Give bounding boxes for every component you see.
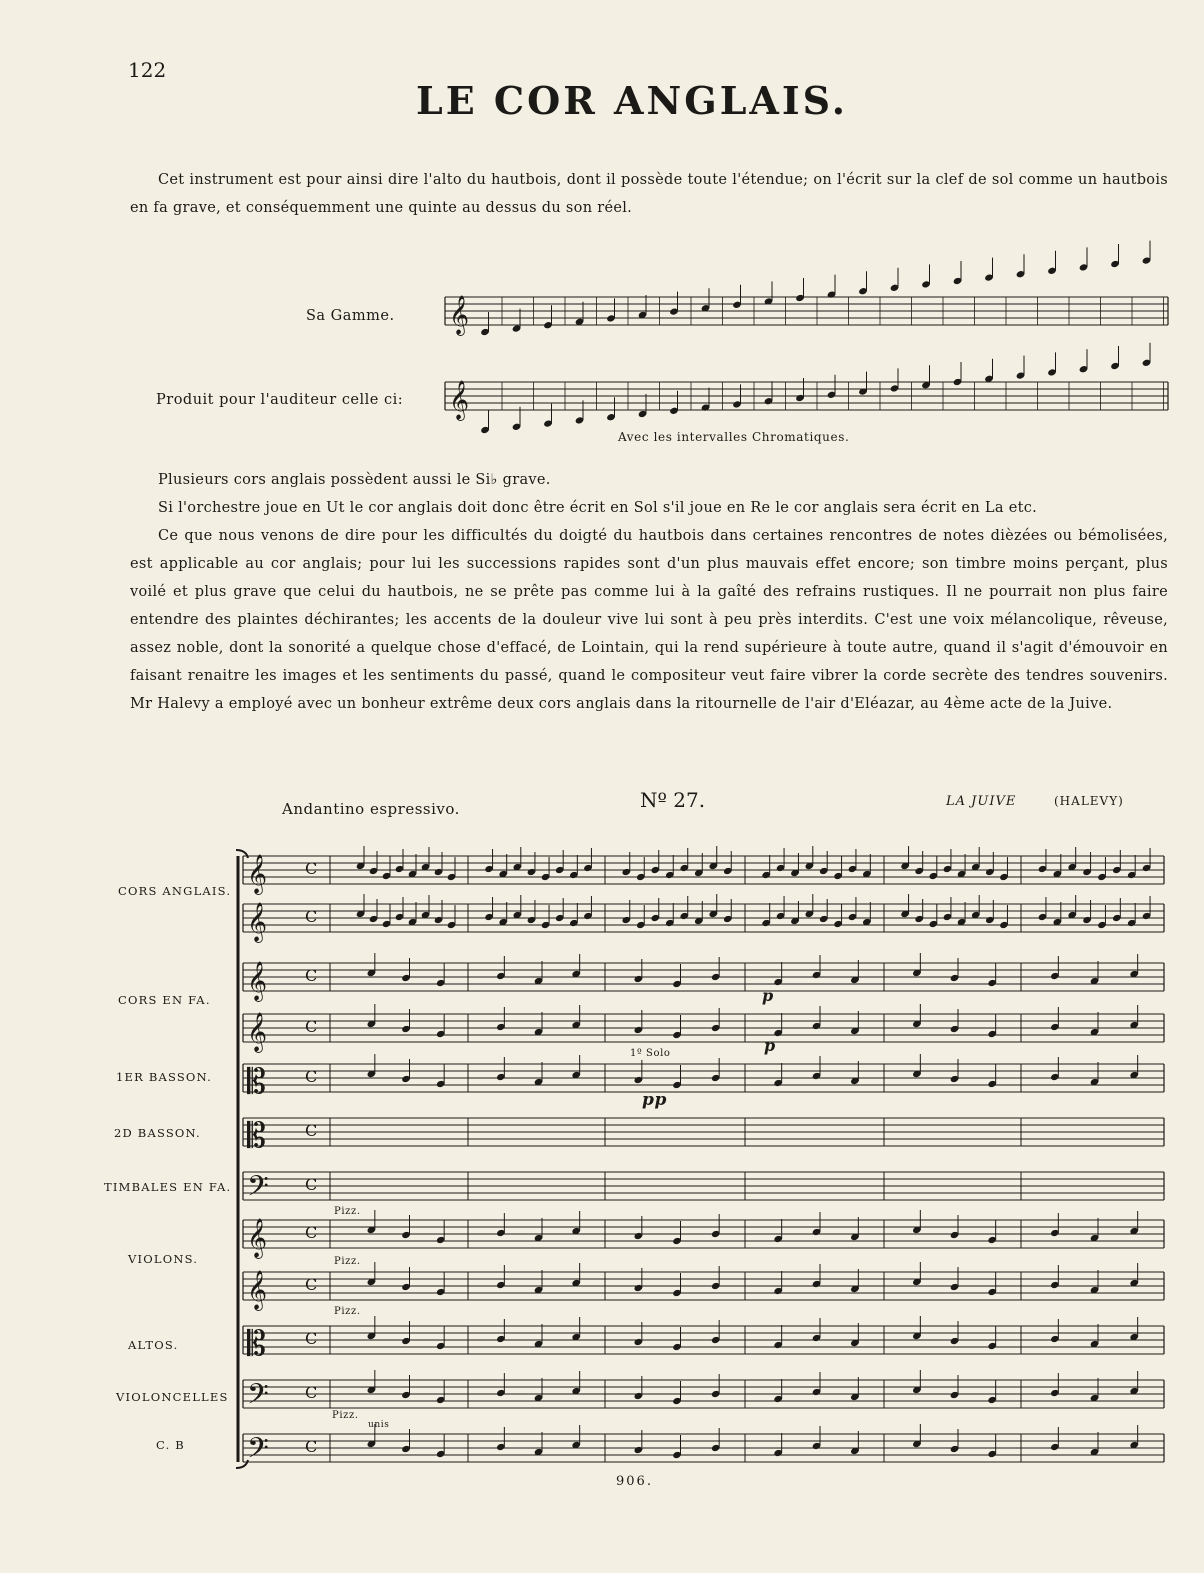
pizz-mark-4: Pizz.: [332, 1410, 359, 1421]
timbales-time-signature: C: [305, 1175, 318, 1194]
cor-anglais-1-clef: 𝄞: [247, 854, 268, 894]
cor-fa-1-clef: 𝄞: [247, 961, 268, 1001]
basson-2-time-signature: C: [305, 1121, 318, 1140]
sounding-label: Produit pour l'auditeur celle ci:: [156, 392, 404, 408]
alto-clef: 𝄡: [247, 1324, 266, 1364]
violon-2-clef: 𝄞: [247, 1270, 268, 1310]
cor-fa-2-clef: 𝄞: [247, 1012, 268, 1052]
timbales-clef: 𝄢: [247, 1170, 269, 1210]
cor-anglais-2-time-signature: C: [305, 907, 318, 926]
scale-label: Sa Gamme.: [306, 308, 395, 324]
pizz-mark-1: Pizz.: [334, 1206, 361, 1217]
staff-label-cors-fa: CORS EN FA.: [118, 993, 211, 1007]
basson-1-time-signature: C: [305, 1067, 318, 1086]
work-title: LA JUIVE: [946, 794, 1017, 809]
page-footer: 906.: [616, 1474, 653, 1489]
page-number: 122: [128, 58, 167, 82]
staff-label-cors-anglais: CORS ANGLAIS.: [118, 884, 232, 898]
pizz-mark-2: Pizz.: [334, 1256, 361, 1267]
staff-label-altos: ALTOS.: [128, 1338, 179, 1352]
cor-anglais-1-time-signature: C: [305, 859, 318, 878]
body-paragraph-2: Si l'orchestre joue en Ut le cor anglais doit donc être écrit en Sol s'il joue en Re le cor anglais sera écrit en La etc.: [158, 500, 1038, 516]
basson-1-clef: 𝄡: [247, 1062, 266, 1102]
violoncelle-clef: 𝄢: [247, 1378, 269, 1418]
alto-time-signature: C: [305, 1329, 318, 1348]
violoncelle-time-signature: C: [305, 1383, 318, 1402]
staff-label-basson-1: 1ER BASSON.: [116, 1070, 212, 1084]
unis-mark: unis: [368, 1420, 390, 1430]
sounding-treble-clef: 𝄞: [449, 380, 470, 420]
cor-anglais-2-clef: 𝄞: [247, 902, 268, 942]
p-dynamic-1: p: [762, 986, 774, 1005]
contrebasse-clef: 𝄢: [247, 1432, 269, 1472]
staff-label-timbales: TIMBALES EN FA.: [104, 1180, 232, 1194]
staff-label-violoncelles: VIOLONCELLES: [116, 1390, 229, 1404]
staff-label-violons: VIOLONS.: [128, 1252, 199, 1266]
violon-2-time-signature: C: [305, 1275, 318, 1294]
contrebasse-time-signature: C: [305, 1437, 318, 1456]
composer: (HALEVY): [1054, 794, 1124, 808]
tempo-marking: Andantino espressivo.: [282, 800, 460, 818]
basson-2-clef: 𝄡: [247, 1116, 266, 1156]
body-paragraph-3: Ce que nous venons de dire pour les difficultés du doigté du hautbois dans certaines rencontres de notes dièzées ou bémolisées, est applicable au cor anglais; pour lui les successions rapides sont d'un plus mauvais effet encore; son timbre moins perçant, plus voilé et plus grave que celui du hautbois, ne se prête pas comme lui à la gaîté des refrains rustiques. Il ne pourrait non plus faire entendre des plaintes déchirantes; les accents de la douleur vive lui sont à peu près interdits. C'est une voix mélancolique, rêveuse, assez noble, dont la sonorité a quelque chose d'effacé, de Lointain, qui la rend supérieure à toute autre, quand il s'agit d'émouvoir en faisant renaitre les images et les sentiments du passé, quand le compositeur veut faire vibrer la corde secrète des tendres souvenirs. Mr Halevy a employé avec un bonheur extrême deux cors anglais dans la ritournelle de l'air d'Eléazar, au 4ème acte de la Juive.: [130, 528, 1168, 712]
scale-treble-clef: 𝄞: [449, 295, 470, 335]
violon-1-clef: 𝄞: [247, 1218, 268, 1258]
solo-mark: 1º Solo: [630, 1048, 671, 1059]
staff-label-cb: C. B: [156, 1438, 185, 1452]
pp-dynamic: pp: [642, 1090, 667, 1110]
violon-1-time-signature: C: [305, 1223, 318, 1242]
example-number: Nº 27.: [640, 788, 706, 812]
chromatic-caption: Avec les intervalles Chromatiques.: [618, 430, 850, 444]
cor-fa-2-time-signature: C: [305, 1017, 318, 1036]
pizz-mark-3: Pizz.: [334, 1306, 361, 1317]
p-dynamic-2: p: [764, 1036, 776, 1055]
intro-text: Cet instrument est pour ainsi dire l'alto du hautbois, dont il possède toute l'étendue; on l'écrit sur la clef de sol comme un hautbois en fa grave, et conséquemment une quinte au dessus du son réel.: [130, 172, 1168, 216]
staff-label-basson-2: 2D BASSON.: [114, 1126, 201, 1140]
body-paragraph-1: Plusieurs cors anglais possèdent aussi le Si♭ grave.: [158, 472, 551, 488]
page-title: LE COR ANGLAIS.: [415, 78, 849, 123]
cor-fa-1-time-signature: C: [305, 966, 318, 985]
